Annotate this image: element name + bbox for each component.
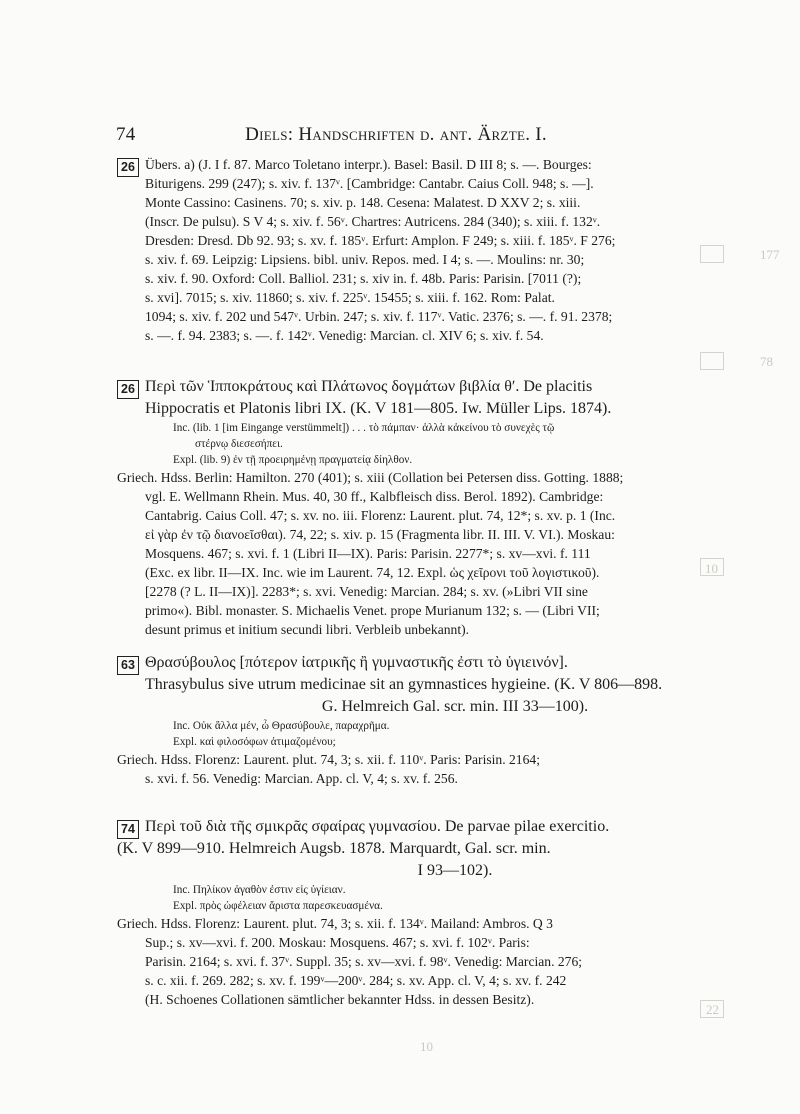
entry-body xyxy=(117,468,765,639)
text-line: Sup.; s. xv—xvi. f. 200. Moskau: Mosquens. 467; s. xvi. f. 102ᵛ. Paris: xyxy=(145,935,530,950)
text-line: s. c. xii. f. 269. 282; s. xv. f. 199ᵛ—200ᵛ. 284; s. xv. App. cl. V, 4; s. xv. f. 242 xyxy=(145,973,567,988)
running-header xyxy=(116,124,756,146)
text-line: s. xvi]. 7015; s. xiv. 11860; s. xiv. f. 225ᵛ. 15455; s. xiii. f. 162. Rom: Palat. xyxy=(145,290,555,305)
text-line: 1094; s. xiv. f. 202 und 547ᵛ. Urbin. 247; s. xiv. f. 117ᵛ. Vatic. 2376; s. —. f. 91. 2378; xyxy=(145,309,613,324)
entry-title xyxy=(117,376,765,420)
catalog-entry xyxy=(117,816,765,1009)
text-line: desunt primus et initium secundi libri. Verbleib unbekannt). xyxy=(145,622,470,637)
text-line: Cantabrig. Caius Coll. 47; s. xv. no. iii. Florenz: Laurent. plut. 74, 12*; s. xv. p. 1 (Inc. xyxy=(145,508,616,523)
text-line: (H. Schoenes Collationen sämtlicher bekannter Hdss. in dessen Besitz). xyxy=(145,992,535,1007)
title-line: I 93—102). xyxy=(417,862,493,879)
entry-number-badge: 63 xyxy=(117,656,139,675)
margin-ghost-number: 22 xyxy=(706,1002,719,1017)
entry-title xyxy=(117,816,765,882)
incipit-explicit xyxy=(117,882,765,914)
catalog-entry xyxy=(117,652,765,788)
title-line: Hippocratis et Platonis libri IX. (K. V 181—805. Iw. Müller Lips. 1874). xyxy=(145,400,612,417)
entry-body xyxy=(117,155,765,345)
incipit-line: Inc. (lib. 1 [im Eingange verstümmelt]) . . . τὸ πάμπαν· ἀλλὰ κἀκείνου τὸ συνεχὲς τῷ xyxy=(173,422,555,434)
text-line: s. xiv. f. 90. Oxford: Coll. Balliol. 231; s. xiv in. f. 48b. Paris: Parisin. [7011 (?); xyxy=(145,271,582,286)
text-line: Griech. Hdss. Florenz: Laurent. plut. 74, 3; s. xii. f. 110ᵛ. Paris: Parisin. 2164; xyxy=(117,752,540,767)
margin-ghost-number: 10 xyxy=(705,561,718,576)
entry-number-badge: 26 xyxy=(117,380,139,399)
explicit-line: Expl. (lib. 9) ἐν τῇ προειρημένῃ πραγματείᾳ δίηλθον. xyxy=(173,454,413,466)
text-line: εἰ γὰρ ἐν τῷ διανοεῖσθαι). 74, 22; s. xiv. p. 15 (Fragmenta libr. II. III. V. VI.). Moskau: xyxy=(145,527,615,542)
title-line: Θρασύβουλος [πότερον ἰατρικῆς ἢ γυμναστικῆς ἐστι τὸ ὑγιεινόν]. xyxy=(145,654,568,671)
page-title: Diels: Handschriften d. ant. Ärzte. I. xyxy=(245,124,547,145)
incipit-line: Inc. Οὐκ ἄλλα μέν, ὦ Θρασύβουλε, παραχρῆμα. xyxy=(173,720,390,732)
text-line: primo«). Bibl. monaster. S. Michaelis Venet. prope Murianum 132; s. — (Libri VII; xyxy=(145,603,600,618)
entry-body xyxy=(117,914,765,1009)
text-line: Dresden: Dresd. Db 92. 93; s. xv. f. 185ᵛ. Erfurt: Amplon. F 249; s. xiii. f. 185ᵛ. F 276; xyxy=(145,233,616,248)
title-line: Περὶ τῶν Ἱπποκράτους καὶ Πλάτωνος δογμάτων βιβλία θʹ. De placitis xyxy=(145,378,593,395)
entry-title xyxy=(117,652,765,718)
text-line: (Inscr. De pulsu). S V 4; s. xiv. f. 56ᵛ. Chartres: Autricens. 284 (340); s. xiii. f. 132ᵛ. xyxy=(145,214,601,229)
margin-ghost-box xyxy=(700,352,724,370)
title-line: (K. V 899—910. Helmreich Augsb. 1878. Marquardt, Gal. scr. min. xyxy=(117,840,551,857)
text-line: (Exc. ex libr. II—IX. Inc. wie im Laurent. 74, 12. Expl. ὡς χεῖρονι τοῦ λογιστικοῦ). xyxy=(145,565,600,580)
margin-ghost-number: 10 xyxy=(420,1039,433,1054)
text-line: [2278 (? L. II—IX)]. 2283*; s. xvi. Venedig: Marcian. 284; s. xv. (»Libri VII sine xyxy=(145,584,588,599)
title-line: G. Helmreich Gal. scr. min. III 33—100). xyxy=(321,698,589,715)
title-line: Περὶ τοῦ διὰ τῆς σμικρᾶς σφαίρας γυμνασίου. De parvae pilae exercitio. xyxy=(145,818,610,835)
entry-number-badge: 74 xyxy=(117,820,139,839)
margin-ghost-number: 177 xyxy=(760,247,780,262)
title-line: Thrasybulus sive utrum medicinae sit an gymnastices hygieine. (K. V 806—898. xyxy=(145,676,663,693)
entry-body xyxy=(117,750,765,788)
text-line: vgl. E. Wellmann Rhein. Mus. 40, 30 ff., Kalbfleisch diss. Berol. 1892). Cambridge: xyxy=(145,489,604,504)
text-line: s. xvi. f. 56. Venedig: Marcian. App. cl. V, 4; s. xv. f. 256. xyxy=(145,771,458,786)
margin-ghost-number: 78 xyxy=(760,354,773,369)
explicit-line: Expl. καὶ φιλοσόφων ἀτιμαζομένου; xyxy=(173,736,336,748)
text-line: Übers. a) (J. I f. 87. Marco Toletano interpr.). Basel: Basil. D III 8; s. —. Bourges: xyxy=(145,157,592,172)
text-line: Monte Cassino: Casinens. 70; s. xiv. p. 148. Cesena: Malatest. D XXV 2; s. xiii. xyxy=(145,195,581,210)
text-line: Mosquens. 467; s. xvi. f. 1 (Libri II—IX). Paris: Parisin. 2277*; s. xv—xvi. f. 111 xyxy=(145,546,591,561)
text-line: s. —. f. 94. 2383; s. —. f. 142ᵛ. Venedig: Marcian. cl. XIV 6; s. xiv. f. 54. xyxy=(145,328,544,343)
catalog-entry xyxy=(117,376,765,639)
text-line: Biturigens. 299 (247); s. xiv. f. 137ᵛ. [Cambridge: Cantabr. Caius Coll. 948; s. —]. xyxy=(145,176,594,191)
catalog-entry xyxy=(117,155,765,345)
entry-number-badge: 26 xyxy=(117,158,139,177)
incipit-line: στέρνῳ διεσεσήπει. xyxy=(195,438,283,450)
text-line: s. xiv. f. 69. Leipzig: Lipsiens. bibl. univ. Repos. med. I 4; s. —. Moulins: nr. 30; xyxy=(145,252,585,267)
incipit-line: Inc. Πηλίκον ἀγαθὸν ἐστιν εἰς ὑγίειαν. xyxy=(173,884,346,896)
text-line: Griech. Hdss. Florenz: Laurent. plut. 74, 3; s. xii. f. 134ᵛ. Mailand: Ambros. Q 3 xyxy=(117,916,553,931)
page-number: 74 xyxy=(116,124,136,145)
incipit-explicit xyxy=(117,420,765,468)
text-line: Parisin. 2164; s. xvi. f. 37ᵛ. Suppl. 35; s. xv—xvi. f. 98ᵛ. Venedig: Marcian. 276; xyxy=(145,954,583,969)
incipit-explicit xyxy=(117,718,765,750)
explicit-line: Expl. πρὸς ὠφέλειαν ἄριστα παρεσκευασμένα. xyxy=(173,900,383,912)
text-line: Griech. Hdss. Berlin: Hamilton. 270 (401); s. xiii (Collation bei Petersen diss. Gotting. 1888; xyxy=(117,470,624,485)
